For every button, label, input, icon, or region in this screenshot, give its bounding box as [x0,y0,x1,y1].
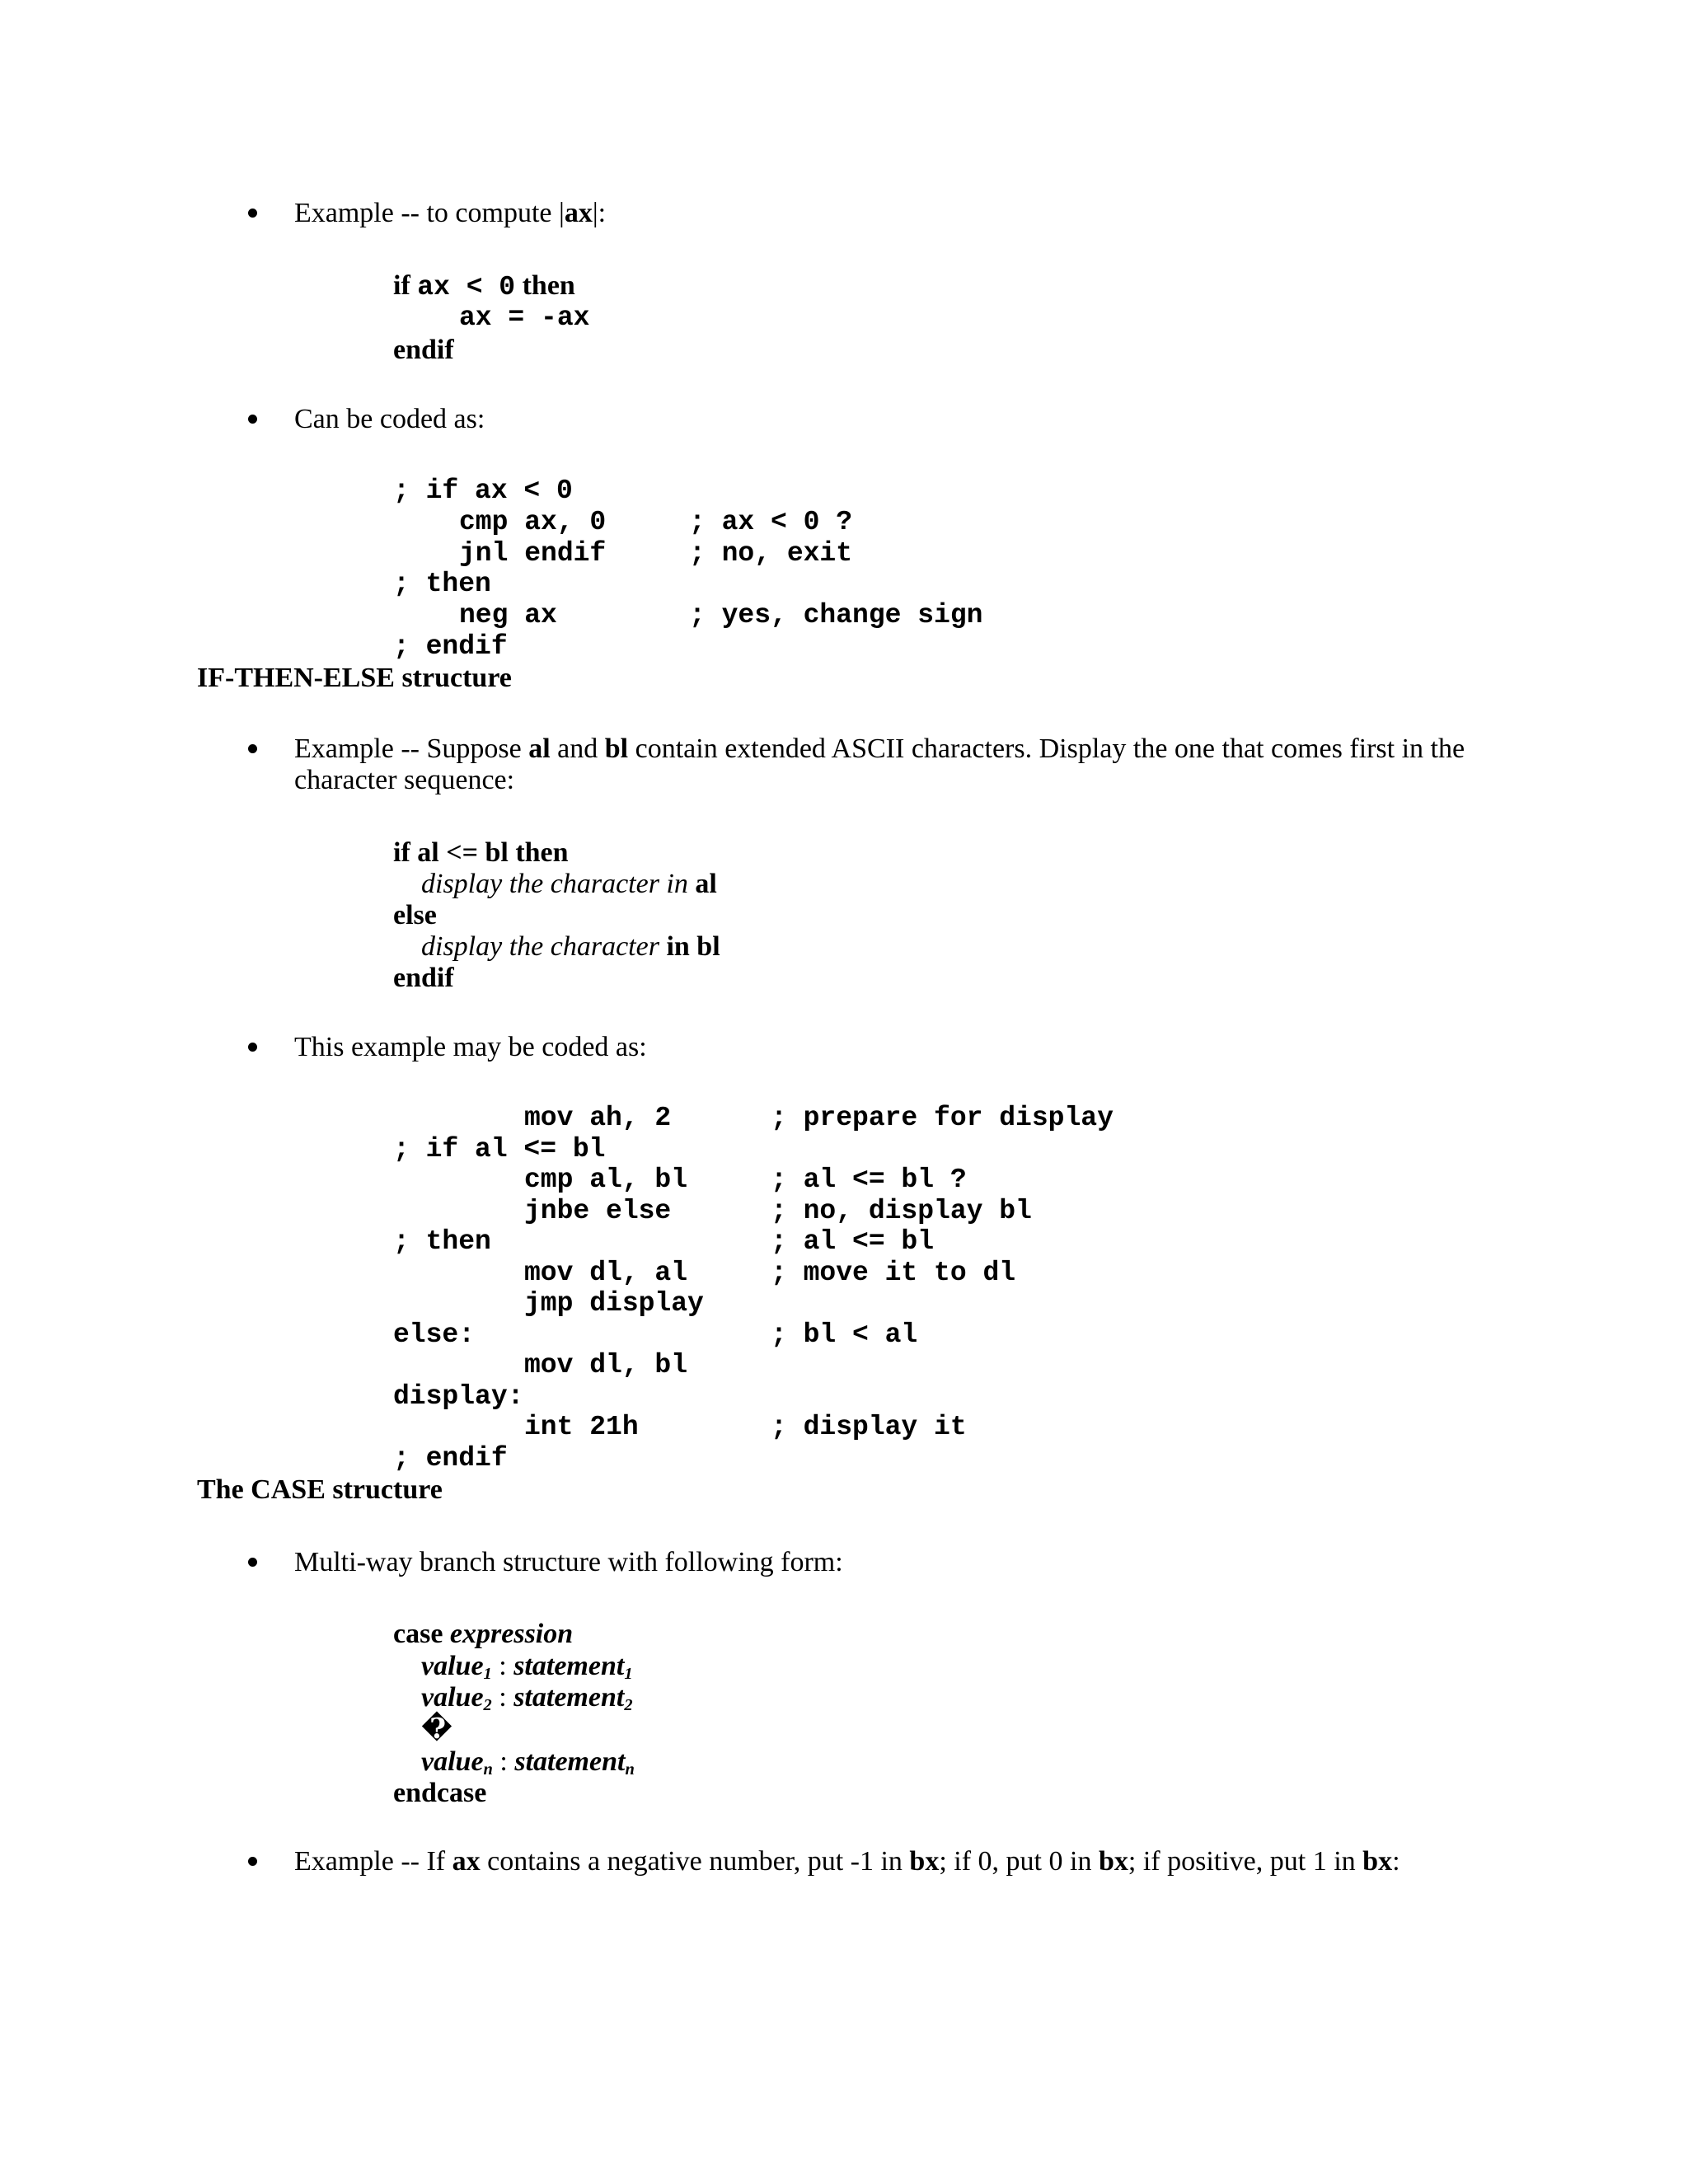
pseudocode-line: else [393,900,437,930]
ellipsis-glyph: � [421,1714,452,1745]
bullet-dot [248,1857,257,1866]
code-line: ; if al <= bl [393,1134,606,1165]
code-line: neg ax [459,600,557,630]
code-comment: ; display it [771,1412,967,1442]
code-line: ; endif [393,1443,508,1474]
bullet-text: Example -- to compute |ax|: [294,198,607,228]
code-line: display: [393,1381,524,1412]
bullet-dot [248,1043,257,1052]
code-comment: ; move it to dl [771,1258,1016,1288]
section-heading: The CASE structure [197,1474,443,1505]
pseudocode-line: case expression [393,1619,574,1649]
code-comment: ; no, display bl [771,1196,1032,1226]
section-heading: IF-THEN-ELSE structure [197,663,512,693]
bullet-text: character sequence: [294,765,515,795]
code-line: cmp al, bl [524,1165,688,1195]
bullet-dot [248,744,257,753]
code-comment: ; al <= bl ? [771,1165,967,1195]
pseudocode-line: display the character in al [421,869,717,899]
pseudocode-line: endif [393,335,454,365]
pseudocode-line: ax = -ax [459,302,590,333]
code-line: ; endif [393,631,508,662]
bullet-dot [248,1558,257,1567]
code-comment: ; yes, change sign [689,600,983,630]
bullet-dot [248,415,257,424]
bullet-text: Example -- Suppose al and bl contain extended ASCII characters. Display the one that comes first in the [294,733,1465,764]
code-line: ; if ax < 0 [393,476,573,506]
pseudocode-line: value$_n$ : statement$_n$ [421,1746,635,1779]
pseudocode-line: if ax < 0 then [393,270,575,302]
bullet-text: Can be coded as: [294,404,485,434]
code-line: cmp ax, 0 [459,507,607,537]
pseudocode-line: if al <= bl then [393,837,569,868]
code-comment: ; bl < al [771,1319,918,1350]
code-line: else: [393,1319,476,1350]
pseudocode-line: value$_1$ : statement$_1$ [421,1651,633,1684]
code-comment: ; ax < 0 ? [689,507,853,537]
code-line: mov dl, bl [524,1350,688,1380]
code-line: mov dl, al [524,1258,688,1288]
code-comment: ; al <= bl [771,1226,935,1257]
code-comment: ; prepare for display [771,1103,1114,1133]
code-line: int 21h [524,1412,639,1442]
code-line: ; then [393,569,491,599]
bullet-text: Example -- If ax contains a negative number, put -1 in bx; if 0, put 0 in bx; if positive, put 1 in bx: [294,1846,1400,1877]
pseudocode-line: endif [393,963,454,993]
pseudocode-line: value$_2$ : statement$_2$ [421,1682,633,1715]
code-line: jmp display [524,1288,704,1319]
bullet-text: Multi-way branch structure with following form: [294,1547,843,1577]
bullet-dot [248,209,257,218]
pseudocode-line: display the character in bl [421,931,720,962]
code-line: jnbe else [524,1196,672,1226]
code-line: ; then [393,1226,491,1257]
bullet-text: This example may be coded as: [294,1032,647,1062]
code-line: jnl endif [459,538,607,569]
code-comment: ; no, exit [689,538,853,569]
code-line: mov ah, 2 [524,1103,672,1133]
pseudocode-line: endcase [393,1778,487,1808]
